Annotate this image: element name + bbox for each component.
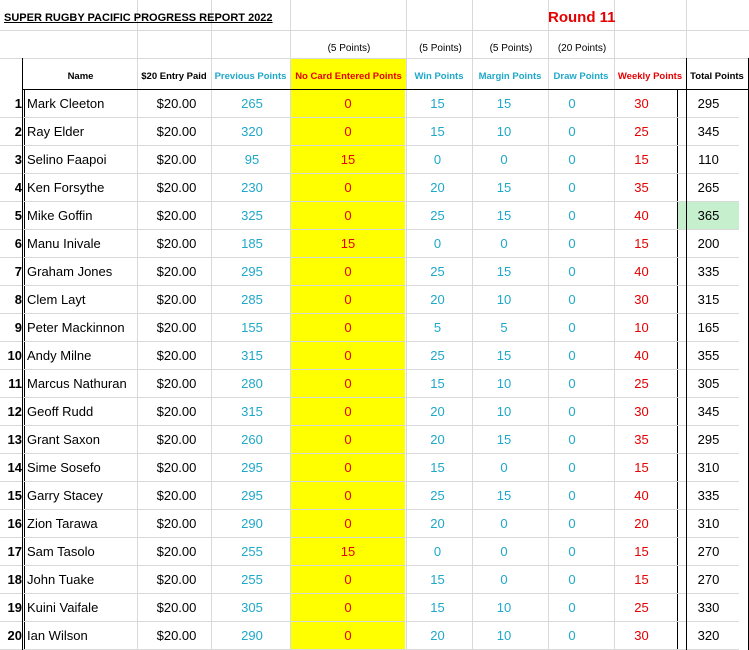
cell-prev[interactable]: 185 bbox=[213, 230, 291, 258]
border-total-left bbox=[686, 58, 687, 650]
cell-total[interactable]: 335 bbox=[678, 482, 740, 510]
cell-margin[interactable]: 0 bbox=[470, 566, 538, 594]
cell-nocard[interactable]: 0 bbox=[291, 566, 405, 594]
cell-idx[interactable]: 4 bbox=[0, 174, 25, 202]
cell-nocard[interactable]: 0 bbox=[291, 454, 405, 482]
table-row bbox=[0, 426, 739, 454]
cell-entry[interactable]: $20.00 bbox=[140, 398, 213, 426]
cell-weekly[interactable]: 40 bbox=[606, 202, 678, 230]
cell-win[interactable]: 20 bbox=[405, 426, 470, 454]
table-row bbox=[0, 90, 739, 118]
cell-name[interactable]: Sam Tasolo bbox=[25, 538, 141, 566]
cell-draw[interactable]: 0 bbox=[538, 538, 606, 566]
column-header-win: Win Points bbox=[414, 71, 464, 82]
cell-win[interactable]: 15 bbox=[405, 118, 470, 146]
cell-prev[interactable]: 290 bbox=[213, 622, 291, 650]
cell-draw[interactable]: 0 bbox=[538, 426, 606, 454]
column-header-margin: Margin Points bbox=[478, 71, 542, 82]
cell-prev[interactable]: 155 bbox=[213, 314, 291, 342]
cell-margin[interactable]: 0 bbox=[470, 230, 538, 258]
cell-idx[interactable]: 17 bbox=[0, 538, 25, 566]
column-header-weekly: Weekly Points bbox=[617, 71, 683, 82]
cell-entry[interactable]: $20.00 bbox=[140, 342, 213, 370]
cell-idx[interactable]: 11 bbox=[0, 370, 25, 398]
cell-prev[interactable]: 265 bbox=[213, 90, 291, 118]
cell-win[interactable]: 20 bbox=[405, 510, 470, 538]
cell-idx[interactable]: 12 bbox=[0, 398, 25, 426]
cell-draw[interactable]: 0 bbox=[538, 454, 606, 482]
cell-prev[interactable]: 305 bbox=[213, 594, 291, 622]
cell-total[interactable]: 335 bbox=[678, 258, 740, 286]
table-row bbox=[0, 482, 739, 510]
cell-draw[interactable]: 0 bbox=[538, 342, 606, 370]
cell-prev[interactable]: 230 bbox=[213, 174, 291, 202]
cell-prev[interactable]: 255 bbox=[213, 566, 291, 594]
cell-prev[interactable]: 95 bbox=[213, 146, 291, 174]
table-row bbox=[0, 314, 739, 342]
cell-idx[interactable]: 9 bbox=[0, 314, 25, 342]
cell-nocard[interactable]: 0 bbox=[291, 398, 405, 426]
cell-weekly[interactable]: 40 bbox=[606, 342, 678, 370]
cell-entry[interactable]: $20.00 bbox=[140, 314, 213, 342]
cell-margin[interactable]: 0 bbox=[470, 454, 538, 482]
subheader-margin: (5 Points) bbox=[489, 43, 533, 54]
cell-entry[interactable]: $20.00 bbox=[140, 510, 213, 538]
cell-total[interactable]: 270 bbox=[678, 538, 740, 566]
cell-entry[interactable]: $20.00 bbox=[140, 594, 213, 622]
cell-nocard[interactable]: 15 bbox=[291, 538, 405, 566]
cell-margin[interactable]: 15 bbox=[470, 426, 538, 454]
cell-name[interactable]: Geoff Rudd bbox=[25, 398, 141, 426]
gridline bbox=[0, 58, 749, 59]
cell-margin[interactable]: 15 bbox=[470, 202, 538, 230]
cell-entry[interactable]: $20.00 bbox=[140, 118, 213, 146]
cell-margin[interactable]: 10 bbox=[470, 594, 538, 622]
cell-idx[interactable]: 16 bbox=[0, 510, 25, 538]
cell-prev[interactable]: 260 bbox=[213, 426, 291, 454]
cell-name[interactable]: Mark Cleeton bbox=[25, 90, 141, 118]
table-row bbox=[0, 146, 739, 174]
column-header-previous: Previous Points bbox=[214, 71, 287, 82]
cell-idx[interactable]: 1 bbox=[0, 90, 25, 118]
cell-nocard[interactable]: 0 bbox=[291, 118, 405, 146]
cell-nocard[interactable]: 0 bbox=[291, 258, 405, 286]
column-header-total: Total Points bbox=[690, 71, 744, 82]
cell-name[interactable]: Clem Layt bbox=[25, 286, 141, 314]
cell-entry[interactable]: $20.00 bbox=[140, 622, 213, 650]
column-header-entry: $20 Entry Paid bbox=[141, 71, 207, 82]
cell-nocard[interactable]: 0 bbox=[291, 482, 405, 510]
cell-weekly[interactable]: 35 bbox=[606, 174, 678, 202]
cell-nocard[interactable]: 0 bbox=[291, 426, 405, 454]
cell-weekly[interactable]: 30 bbox=[606, 622, 678, 650]
cell-idx[interactable]: 18 bbox=[0, 566, 25, 594]
subheader-win: (5 Points) bbox=[419, 43, 462, 54]
cell-draw[interactable]: 0 bbox=[538, 510, 606, 538]
cell-idx[interactable]: 20 bbox=[0, 622, 25, 650]
cell-prev[interactable]: 295 bbox=[213, 482, 291, 510]
cell-total[interactable]: 165 bbox=[678, 314, 740, 342]
table-row bbox=[0, 622, 739, 650]
cell-draw[interactable]: 0 bbox=[538, 146, 606, 174]
cell-idx[interactable]: 2 bbox=[0, 118, 25, 146]
cell-entry[interactable]: $20.00 bbox=[140, 286, 213, 314]
cell-win[interactable]: 15 bbox=[405, 566, 470, 594]
cell-draw[interactable]: 0 bbox=[538, 90, 606, 118]
cell-prev[interactable]: 280 bbox=[213, 370, 291, 398]
cell-prev[interactable]: 295 bbox=[213, 258, 291, 286]
cell-win[interactable]: 25 bbox=[405, 202, 470, 230]
cell-weekly[interactable]: 15 bbox=[606, 566, 678, 594]
cell-draw[interactable]: 0 bbox=[538, 622, 606, 650]
gridline bbox=[0, 30, 749, 31]
cell-idx[interactable]: 5 bbox=[0, 202, 25, 230]
cell-total[interactable]: 345 bbox=[678, 118, 740, 146]
cell-draw[interactable]: 0 bbox=[538, 202, 606, 230]
cell-total[interactable]: 355 bbox=[678, 342, 740, 370]
cell-total[interactable]: 365 bbox=[678, 202, 740, 230]
cell-win[interactable]: 20 bbox=[405, 622, 470, 650]
cell-weekly[interactable]: 25 bbox=[606, 118, 678, 146]
cell-draw[interactable]: 0 bbox=[538, 230, 606, 258]
cell-total[interactable]: 310 bbox=[678, 510, 740, 538]
cell-idx[interactable]: 6 bbox=[0, 230, 25, 258]
cell-name[interactable]: Peter Mackinnon bbox=[25, 314, 141, 342]
column-header-nocard: No Card Entered Points bbox=[295, 71, 402, 82]
cell-margin[interactable]: 0 bbox=[470, 146, 538, 174]
subheader-nocard: (5 Points) bbox=[327, 43, 371, 54]
cell-prev[interactable]: 315 bbox=[213, 398, 291, 426]
cell-name[interactable]: John Tuake bbox=[25, 566, 141, 594]
table-row bbox=[0, 202, 739, 230]
cell-entry[interactable]: $20.00 bbox=[140, 454, 213, 482]
cell-total[interactable]: 310 bbox=[678, 454, 740, 482]
cell-idx[interactable]: 10 bbox=[0, 342, 25, 370]
cell-entry[interactable]: $20.00 bbox=[140, 202, 213, 230]
cell-name[interactable]: Marcus Nathuran bbox=[25, 370, 141, 398]
cell-name[interactable]: Ian Wilson bbox=[25, 622, 141, 650]
cell-win[interactable]: 5 bbox=[405, 314, 470, 342]
cell-prev[interactable]: 315 bbox=[213, 342, 291, 370]
cell-margin[interactable]: 15 bbox=[470, 342, 538, 370]
cell-prev[interactable]: 285 bbox=[213, 286, 291, 314]
cell-name[interactable]: Grant Saxon bbox=[25, 426, 141, 454]
subheader-draw: (20 Points) bbox=[557, 43, 607, 54]
cell-weekly[interactable]: 15 bbox=[606, 146, 678, 174]
cell-margin[interactable]: 0 bbox=[470, 538, 538, 566]
cell-nocard[interactable]: 0 bbox=[291, 370, 405, 398]
table-row bbox=[0, 398, 739, 426]
cell-total[interactable]: 110 bbox=[678, 146, 740, 174]
cell-weekly[interactable]: 15 bbox=[606, 454, 678, 482]
table-row bbox=[0, 454, 739, 482]
cell-entry[interactable]: $20.00 bbox=[140, 566, 213, 594]
cell-prev[interactable]: 290 bbox=[213, 510, 291, 538]
cell-nocard[interactable]: 0 bbox=[291, 594, 405, 622]
cell-draw[interactable]: 0 bbox=[538, 370, 606, 398]
cell-margin[interactable]: 15 bbox=[470, 482, 538, 510]
cell-nocard[interactable]: 0 bbox=[291, 342, 405, 370]
cell-weekly[interactable]: 40 bbox=[606, 482, 678, 510]
cell-weekly[interactable]: 10 bbox=[606, 314, 678, 342]
cell-nocard[interactable]: 0 bbox=[291, 174, 405, 202]
table-row bbox=[0, 538, 739, 566]
cell-draw[interactable]: 0 bbox=[538, 594, 606, 622]
table-row bbox=[0, 566, 739, 594]
cell-nocard[interactable]: 0 bbox=[291, 314, 405, 342]
cell-total[interactable]: 270 bbox=[678, 566, 740, 594]
cell-name[interactable]: Sime Sosefo bbox=[25, 454, 141, 482]
cell-nocard[interactable]: 0 bbox=[291, 90, 405, 118]
cell-win[interactable]: 25 bbox=[405, 482, 470, 510]
round-label: Round 11 bbox=[548, 9, 616, 26]
cell-margin[interactable]: 15 bbox=[470, 174, 538, 202]
cell-total[interactable]: 320 bbox=[678, 622, 740, 650]
cell-name[interactable]: Mike Goffin bbox=[25, 202, 141, 230]
cell-entry[interactable]: $20.00 bbox=[140, 482, 213, 510]
cell-win[interactable]: 15 bbox=[405, 594, 470, 622]
cell-win[interactable]: 20 bbox=[405, 286, 470, 314]
cell-win[interactable]: 0 bbox=[405, 146, 470, 174]
cell-total[interactable]: 295 bbox=[678, 90, 740, 118]
cell-draw[interactable]: 0 bbox=[538, 258, 606, 286]
cell-name[interactable]: Graham Jones bbox=[25, 258, 141, 286]
cell-weekly[interactable]: 20 bbox=[606, 510, 678, 538]
cell-weekly[interactable]: 15 bbox=[606, 230, 678, 258]
cell-margin[interactable]: 10 bbox=[470, 370, 538, 398]
table-row bbox=[0, 258, 739, 286]
cell-margin[interactable]: 10 bbox=[470, 622, 538, 650]
cell-total[interactable]: 330 bbox=[678, 594, 740, 622]
cell-entry[interactable]: $20.00 bbox=[140, 258, 213, 286]
cell-idx[interactable]: 15 bbox=[0, 482, 25, 510]
cell-idx[interactable]: 7 bbox=[0, 258, 25, 286]
cell-entry[interactable]: $20.00 bbox=[140, 230, 213, 258]
cell-weekly[interactable]: 30 bbox=[606, 398, 678, 426]
report-title: SUPER RUGBY PACIFIC PROGRESS REPORT 2022 bbox=[4, 12, 273, 24]
cell-idx[interactable]: 19 bbox=[0, 594, 25, 622]
cell-name[interactable]: Andy Milne bbox=[25, 342, 141, 370]
cell-prev[interactable]: 320 bbox=[213, 118, 291, 146]
cell-win[interactable]: 25 bbox=[405, 258, 470, 286]
cell-name[interactable]: Ken Forsythe bbox=[25, 174, 141, 202]
cell-margin[interactable]: 10 bbox=[470, 398, 538, 426]
border-header-bottom bbox=[22, 89, 749, 90]
cell-weekly[interactable]: 30 bbox=[606, 286, 678, 314]
cell-margin[interactable]: 15 bbox=[470, 258, 538, 286]
cell-name[interactable]: Ray Elder bbox=[25, 118, 141, 146]
cell-idx[interactable]: 3 bbox=[0, 146, 25, 174]
cell-win[interactable]: 0 bbox=[405, 230, 470, 258]
column-header-draw: Draw Points bbox=[553, 71, 609, 82]
cell-win[interactable]: 20 bbox=[405, 398, 470, 426]
cell-draw[interactable]: 0 bbox=[538, 286, 606, 314]
cell-draw[interactable]: 0 bbox=[538, 566, 606, 594]
cell-weekly[interactable]: 15 bbox=[606, 538, 678, 566]
cell-idx[interactable]: 13 bbox=[0, 426, 25, 454]
cell-margin[interactable]: 10 bbox=[470, 286, 538, 314]
table-row bbox=[0, 286, 739, 314]
cell-name[interactable]: Selino Faapoi bbox=[25, 146, 141, 174]
cell-entry[interactable]: $20.00 bbox=[140, 90, 213, 118]
table-row bbox=[0, 510, 739, 538]
cell-idx[interactable]: 14 bbox=[0, 454, 25, 482]
cell-win[interactable]: 20 bbox=[405, 174, 470, 202]
cell-name[interactable]: Garry Stacey bbox=[25, 482, 141, 510]
progress-table bbox=[0, 90, 739, 650]
cell-prev[interactable]: 255 bbox=[213, 538, 291, 566]
cell-total[interactable]: 305 bbox=[678, 370, 740, 398]
cell-name[interactable]: Manu Inivale bbox=[25, 230, 141, 258]
cell-nocard[interactable]: 15 bbox=[291, 230, 405, 258]
table-row bbox=[0, 174, 739, 202]
cell-draw[interactable]: 0 bbox=[538, 398, 606, 426]
cell-draw[interactable]: 0 bbox=[538, 118, 606, 146]
column-header-name: Name bbox=[67, 71, 94, 82]
cell-total[interactable]: 200 bbox=[678, 230, 740, 258]
cell-win[interactable]: 25 bbox=[405, 342, 470, 370]
cell-draw[interactable]: 0 bbox=[538, 314, 606, 342]
cell-entry[interactable]: $20.00 bbox=[140, 146, 213, 174]
cell-win[interactable]: 0 bbox=[405, 538, 470, 566]
table-row bbox=[0, 594, 739, 622]
cell-margin[interactable]: 10 bbox=[470, 118, 538, 146]
cell-entry[interactable]: $20.00 bbox=[140, 174, 213, 202]
cell-margin[interactable]: 0 bbox=[470, 510, 538, 538]
cell-prev[interactable]: 295 bbox=[213, 454, 291, 482]
cell-margin[interactable]: 15 bbox=[470, 90, 538, 118]
cell-name[interactable]: Zion Tarawa bbox=[25, 510, 141, 538]
cell-win[interactable]: 15 bbox=[405, 370, 470, 398]
cell-weekly[interactable]: 25 bbox=[606, 594, 678, 622]
cell-total[interactable]: 265 bbox=[678, 174, 740, 202]
table-row bbox=[0, 370, 739, 398]
cell-prev[interactable]: 325 bbox=[213, 202, 291, 230]
cell-entry[interactable]: $20.00 bbox=[140, 426, 213, 454]
cell-total[interactable]: 315 bbox=[678, 286, 740, 314]
cell-entry[interactable]: $20.00 bbox=[140, 370, 213, 398]
cell-weekly[interactable]: 25 bbox=[606, 370, 678, 398]
cell-margin[interactable]: 5 bbox=[470, 314, 538, 342]
border-left bbox=[22, 58, 23, 650]
cell-nocard[interactable]: 0 bbox=[291, 286, 405, 314]
table-row bbox=[0, 230, 739, 258]
cell-nocard[interactable]: 0 bbox=[291, 510, 405, 538]
cell-draw[interactable]: 0 bbox=[538, 174, 606, 202]
cell-weekly[interactable]: 35 bbox=[606, 426, 678, 454]
cell-win[interactable]: 15 bbox=[405, 454, 470, 482]
cell-idx[interactable]: 8 bbox=[0, 286, 25, 314]
cell-weekly[interactable]: 30 bbox=[606, 90, 678, 118]
table-row bbox=[0, 118, 739, 146]
cell-draw[interactable]: 0 bbox=[538, 482, 606, 510]
cell-total[interactable]: 345 bbox=[678, 398, 740, 426]
cell-nocard[interactable]: 0 bbox=[291, 622, 405, 650]
cell-entry[interactable]: $20.00 bbox=[140, 538, 213, 566]
cell-nocard[interactable]: 0 bbox=[291, 202, 405, 230]
cell-nocard[interactable]: 15 bbox=[291, 146, 405, 174]
table-row bbox=[0, 342, 739, 370]
cell-name[interactable]: Kuini Vaifale bbox=[25, 594, 141, 622]
cell-win[interactable]: 15 bbox=[405, 90, 470, 118]
cell-total[interactable]: 295 bbox=[678, 426, 740, 454]
cell-weekly[interactable]: 40 bbox=[606, 258, 678, 286]
